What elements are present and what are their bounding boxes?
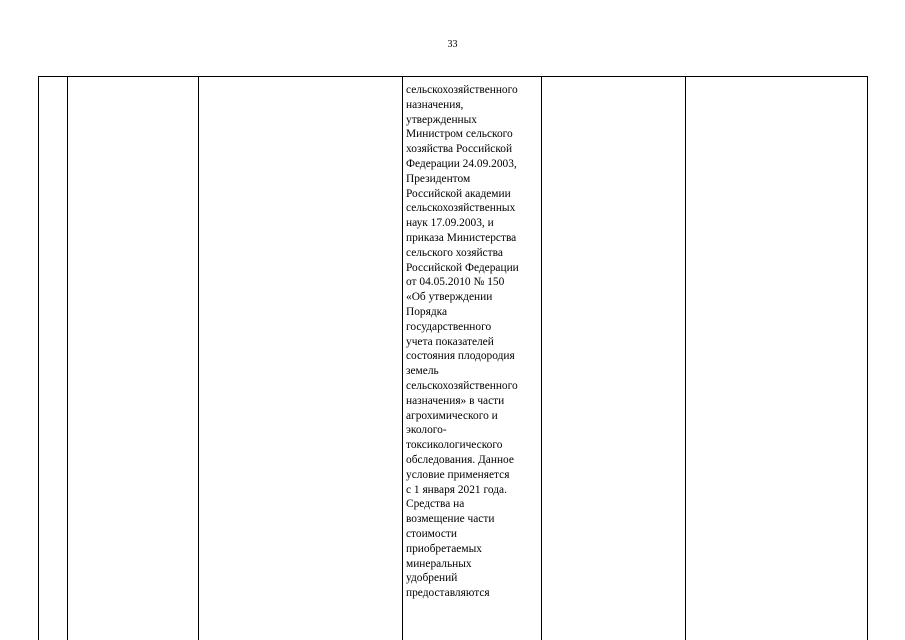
cell-line: назначения, [406, 98, 464, 111]
cell-line: от 04.05.2010 № 150 [406, 276, 505, 289]
cell-line: учета показателей [406, 335, 494, 348]
cell-line: с 1 января 2021 года. [406, 483, 507, 496]
cell-line: сельскохозяйственного [406, 379, 518, 392]
cell-line: Президентом [406, 172, 471, 185]
cell-line: эколого- [406, 424, 447, 437]
cell-line: государственного [406, 320, 492, 333]
cell-line: сельского хозяйства [406, 246, 503, 259]
table-column-divider-1 [67, 76, 68, 640]
cell-line: земель [406, 365, 439, 378]
table-border-left [38, 76, 39, 640]
cell-line: назначения» в части [406, 394, 505, 407]
cell-line: сельскохозяйственных [406, 202, 516, 215]
table-column-divider-5 [685, 76, 686, 640]
cell-line: агрохимического и [406, 409, 498, 422]
cell-line: минеральных [406, 557, 472, 570]
cell-line: Порядка [406, 305, 448, 318]
cell-line: Средства на [406, 498, 465, 511]
cell-line: предоставляются [406, 587, 490, 600]
cell-line: состояния плодородия [406, 350, 515, 363]
cell-line: наук 17.09.2003, и [406, 217, 494, 230]
cell-line: Федерации 24.09.2003, [406, 157, 517, 170]
table-column-divider-2 [198, 76, 199, 640]
table-column-divider-3 [402, 76, 403, 640]
cell-line: сельскохозяйственного [406, 84, 518, 96]
table-border-right [867, 76, 868, 640]
cell-line: хозяйства Российской [406, 143, 513, 156]
cell-line: утвержденных [406, 113, 477, 126]
cell-line: приобретаемых [406, 542, 482, 555]
cell-line: удобрений [406, 572, 458, 585]
table-cell-conditions-text [406, 83, 542, 601]
cell-line: Министром сельского [406, 128, 513, 141]
cell-line: Российской Федерации [406, 261, 519, 274]
cell-line: стоимости [406, 527, 457, 540]
cell-line: токсикологического [406, 439, 503, 452]
cell-line: приказа Министерства [406, 231, 517, 244]
cell-line: условие применяется [406, 468, 510, 481]
cell-line: обследования. Данное [406, 453, 514, 466]
cell-line: возмещение части [406, 513, 495, 526]
cell-line: «Об утверждении [406, 291, 493, 304]
cell-line: Российской академии [406, 187, 511, 200]
page-number: 33 [447, 39, 458, 50]
